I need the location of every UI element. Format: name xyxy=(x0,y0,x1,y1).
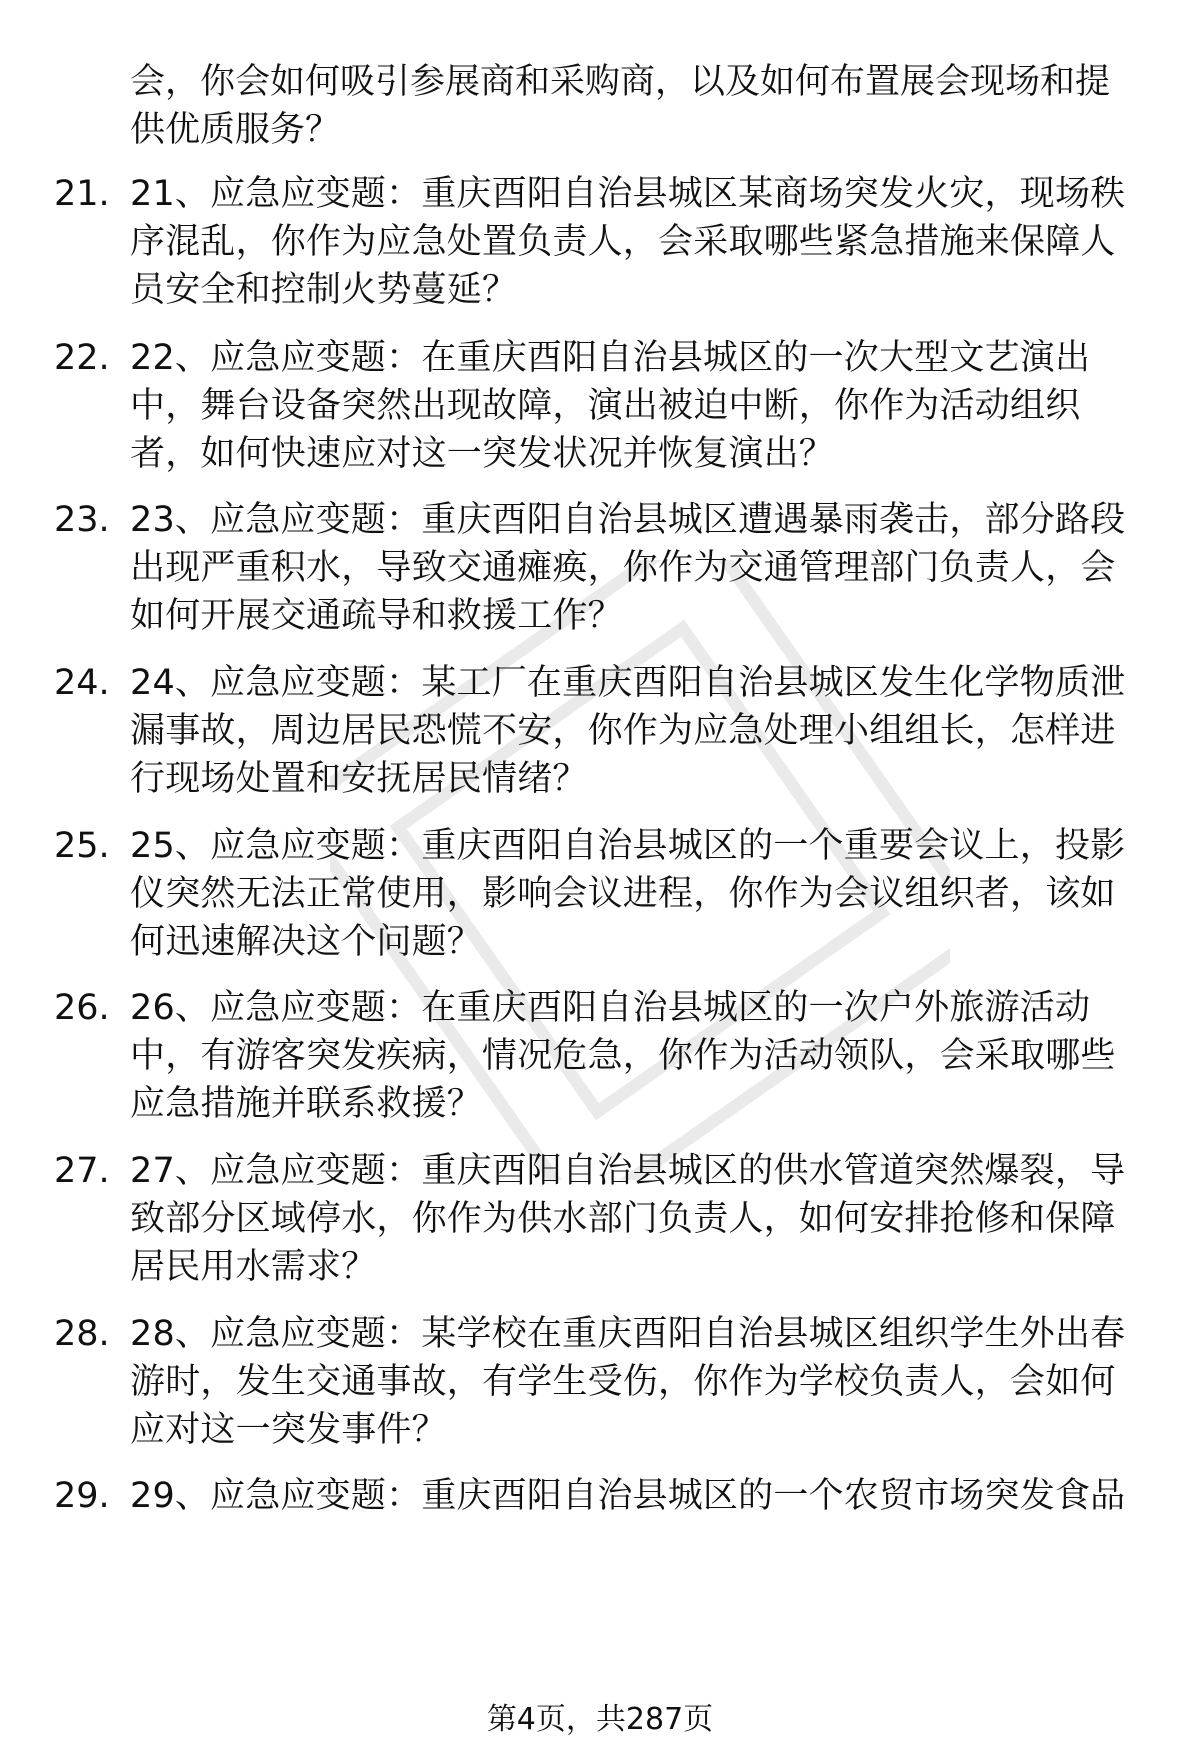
question-text: 26、应急应变题：在重庆酉阳自治县城区的一次户外旅游活动中，有游客突发疾病，情况危急，你作为活动领队，会采取哪些应急措施并联系救援？ xyxy=(130,988,1116,1124)
question-number: 27. xyxy=(54,1151,110,1191)
question-number: 24. xyxy=(54,663,110,703)
question-number: 23. xyxy=(54,500,110,540)
question-text: 27、应急应变题：重庆酉阳自治县城区的供水管道突然爆裂，导致部分区域停水，你作为供水部门负责人，如何安排抢修和保障居民用水需求？ xyxy=(130,1151,1126,1287)
question-number: 22. xyxy=(54,338,110,378)
question-text: 25、应急应变题：重庆酉阳自治县城区的一个重要会议上，投影仪突然无法正常使用，影响会议进程，你作为会议组织者，该如何迅速解决这个问题？ xyxy=(130,826,1126,962)
question-number: 29. xyxy=(54,1476,110,1516)
question-text: 22、应急应变题：在重庆酉阳自治县城区的一次大型文艺演出中，舞台设备突然出现故障，演出被迫中断，你作为活动组织者，如何快速应对这一突发状况并恢复演出？ xyxy=(130,338,1091,474)
question-number: 26. xyxy=(54,988,110,1028)
question-number: 28. xyxy=(54,1314,110,1354)
question-text: 21、应急应变题：重庆酉阳自治县城区某商场突发火灾，现场秩序混乱，你作为应急处置负责人，会采取哪些紧急措施来保障人员安全和控制火势蔓延？ xyxy=(130,174,1126,310)
question-number: 21. xyxy=(54,174,110,214)
question-text: 24、应急应变题：某工厂在重庆酉阳自治县城区发生化学物质泄漏事故，周边居民恐慌不安，你作为应急处理小组组长，怎样进行现场处置和安抚居民情绪？ xyxy=(130,663,1126,799)
question-text: 28、应急应变题：某学校在重庆酉阳自治县城区组织学生外出春游时，发生交通事故，有学生受伤，你作为学校负责人，会如何应对这一突发事件？ xyxy=(130,1314,1126,1450)
page-footer: 第4页，共287页 xyxy=(486,1702,714,1737)
question-text: 29、应急应变题：重庆酉阳自治县城区的一个农贸市场突发食品 xyxy=(130,1476,1126,1516)
continuation-text: 会，你会如何吸引参展商和采购商，以及如何布置展会现场和提供优质服务？ xyxy=(130,62,1111,150)
question-number: 25. xyxy=(54,826,110,866)
question-text: 23、应急应变题：重庆酉阳自治县城区遭遇暴雨袭击，部分路段出现严重积水，导致交通瘫痪，你作为交通管理部门负责人，会如何开展交通疏导和救援工作？ xyxy=(130,500,1126,636)
